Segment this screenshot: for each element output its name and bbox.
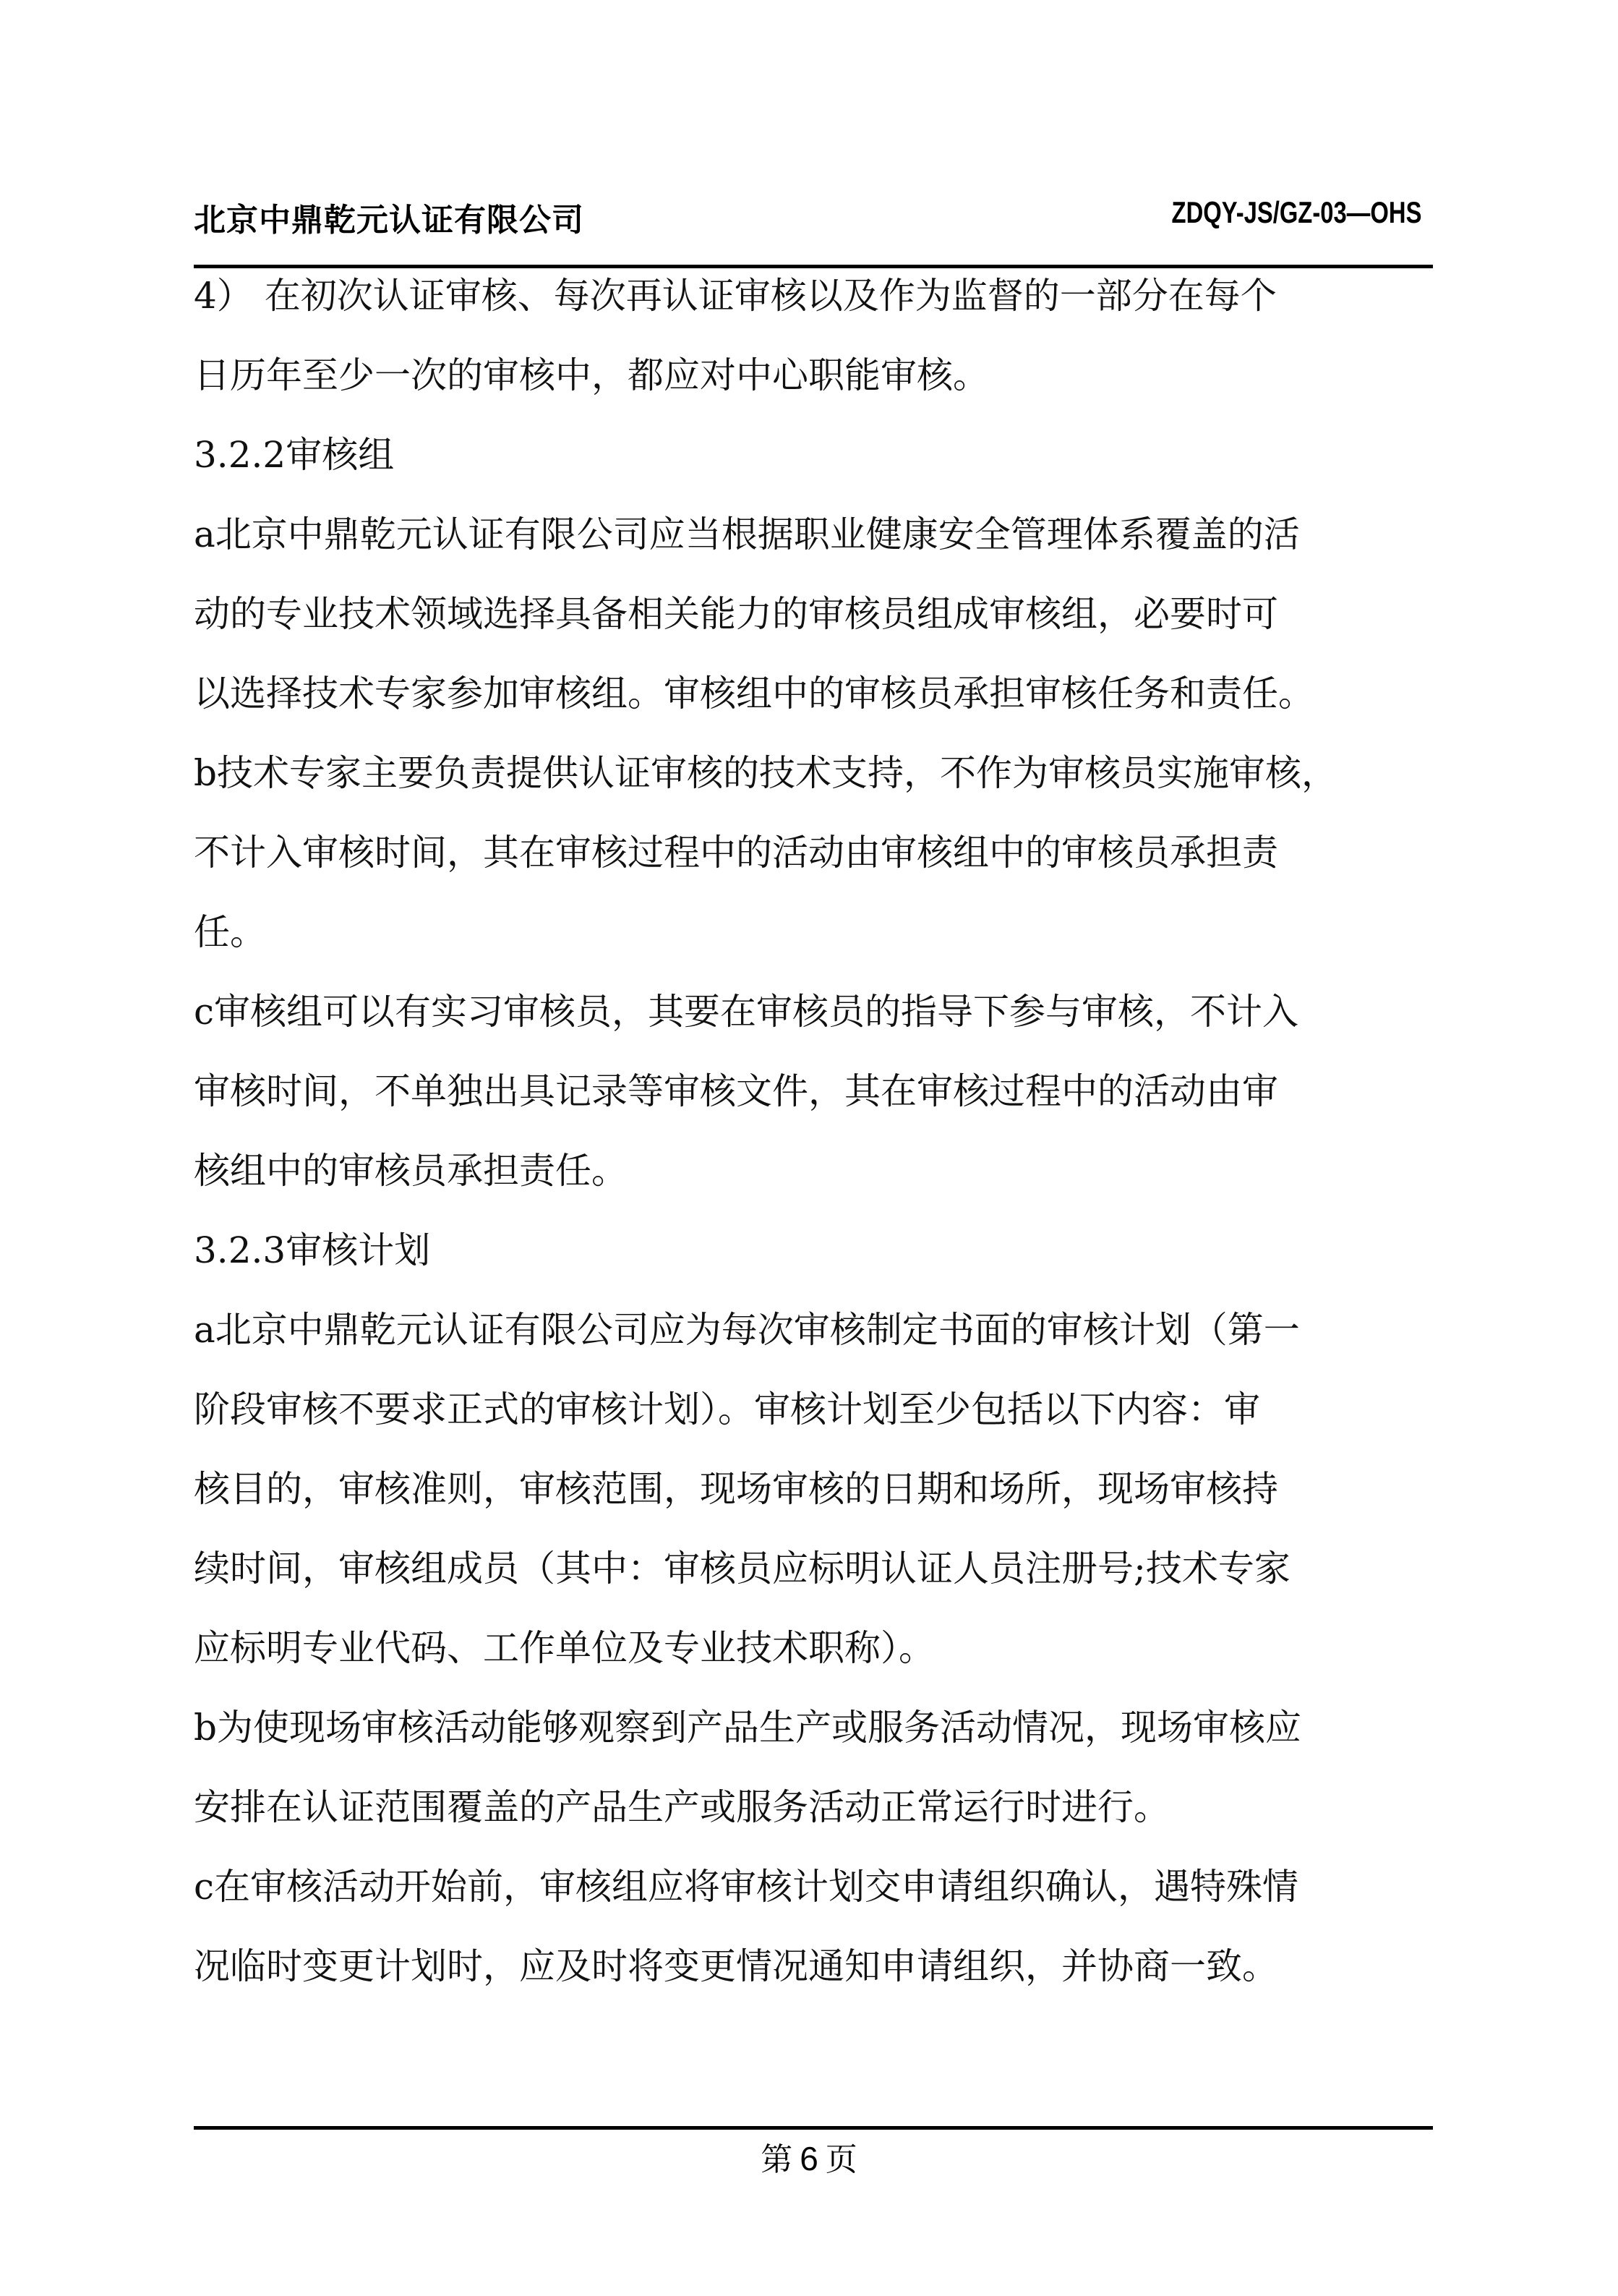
- body-line: 审核时间，不单独出具记录等审核文件，其在审核过程中的活动由审: [194, 1070, 1278, 1112]
- page-footer: [0, 2133, 1618, 2180]
- body-line: 以选择技术专家参加审核组。审核组中的审核员承担审核任务和责任。: [194, 673, 1314, 714]
- footer-divider: [194, 2126, 1433, 2130]
- page-label-suffix: 页: [825, 2141, 857, 2178]
- body-line: 任。: [194, 911, 266, 953]
- body-line: a北京中鼎乾元认证有限公司应为每次审核制定书面的审核计划（第一: [194, 1309, 1300, 1351]
- section-heading: 3.2.3审核计划: [194, 1229, 431, 1271]
- company-name: 北京中鼎乾元认证有限公司: [194, 202, 584, 239]
- header-divider: [194, 265, 1433, 268]
- body-line: c在审核活动开始前，审核组应将审核计划交申请组织确认，遇特殊情: [194, 1866, 1299, 1908]
- body-line: 4） 在初次认证审核、每次再认证审核以及作为监督的一部分在每个: [194, 275, 1277, 317]
- body-line: c审核组可以有实习审核员，其要在审核员的指导下参与审核，不计入: [194, 991, 1299, 1033]
- page-label-prefix: 第: [761, 2141, 793, 2178]
- body-line: 况临时变更计划时，应及时将变更情况通知申请组织，并协商一致。: [194, 1945, 1278, 1987]
- page-header: [194, 194, 1431, 244]
- body-line: 续时间，审核组成员（其中：审核员应标明认证人员注册号;技术专家: [194, 1548, 1290, 1589]
- body-line: b技术专家主要负责提供认证审核的技术支持，不作为审核员实施审核，: [194, 752, 1338, 794]
- body-line: 核组中的审核员承担责任。: [194, 1150, 628, 1192]
- body-line: 动的专业技术领域选择具备相关能力的审核员组成审核组，必要时可: [194, 593, 1278, 635]
- body-line: 阶段审核不要求正式的审核计划）。审核计划至少包括以下内容：审: [194, 1388, 1260, 1430]
- body-line: 日历年至少一次的审核中，都应对中心职能审核。: [194, 354, 989, 396]
- body-line: a北京中鼎乾元认证有限公司应当根据职业健康安全管理体系覆盖的活: [194, 513, 1300, 555]
- page-number: 6: [800, 2140, 818, 2177]
- section-heading: 3.2.2审核组: [194, 434, 395, 476]
- body-line: 不计入审核时间，其在审核过程中的活动由审核组中的审核员承担责: [194, 832, 1278, 874]
- document-body: [194, 273, 1437, 2023]
- body-line: 核目的，审核准则，审核范围，现场审核的日期和场所，现场审核持: [194, 1468, 1278, 1510]
- body-line: 应标明专业代码、工作单位及专业技术职称）。: [194, 1627, 935, 1669]
- body-line: b为使现场审核活动能够观察到产品生产或服务活动情况，现场审核应: [194, 1707, 1302, 1749]
- document-code: ZDQY-JS/GZ-03—OHS: [1171, 195, 1421, 229]
- body-line: 安排在认证范围覆盖的产品生产或服务活动正常运行时进行。: [194, 1786, 1170, 1828]
